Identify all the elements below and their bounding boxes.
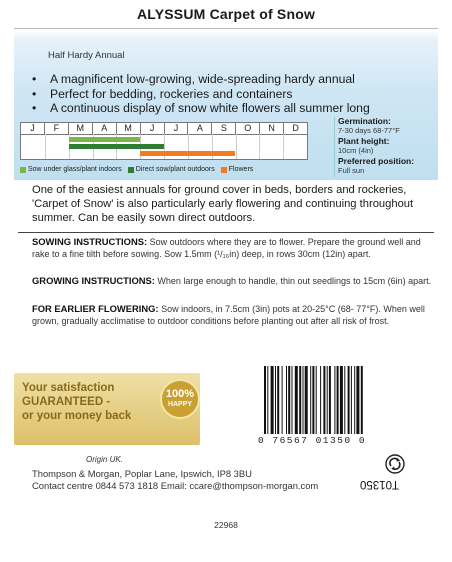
section-divider	[18, 232, 434, 233]
month-label: A	[188, 123, 212, 134]
recycle-icon	[385, 454, 405, 474]
guarantee-line: or your money back	[22, 410, 132, 422]
growing-text: When large enough to handle, thin out seedlings to 15cm (6in) apart.	[154, 276, 432, 286]
calendar-gridline	[236, 134, 237, 159]
calendar-bar	[69, 137, 141, 142]
month-label: J	[21, 123, 45, 134]
position-value: Full sun	[338, 165, 365, 175]
guarantee-line: Your satisfaction	[22, 382, 115, 394]
month-label: A	[93, 123, 117, 134]
sowing-heading: SOWING INSTRUCTIONS:	[32, 236, 148, 247]
height-label: Plant height:	[338, 136, 390, 147]
month-label: J	[141, 123, 165, 134]
legend-sow-indoors	[20, 166, 122, 173]
growing-instructions	[32, 275, 434, 287]
product-title: ALYSSUM Carpet of Snow	[136, 6, 316, 22]
earlier-text: Sow indoors, in 7.5cm (3in) pots at 20-25°C (68- 77°F). When well grown, gradually acclimatise to outdoor conditions before planting out after all risk of frost.	[32, 304, 425, 327]
seal-text: HAPPY	[167, 401, 193, 408]
feature-list	[32, 72, 442, 116]
growing-heading: GROWING INSTRUCTIONS:	[32, 275, 155, 286]
sowing-text: Sow outdoors where they are to flower. Prepare the ground well and rake to a fine tilth before sowing. Sow 1.5mm (¹/₁₆in) deep, in rows 30cm (12in) apart.	[32, 237, 421, 260]
happy-seal-icon	[160, 379, 200, 419]
month-label: N	[260, 123, 284, 134]
swatch-icon	[128, 167, 134, 173]
barcode-icon	[262, 366, 410, 434]
legend-direct-sow	[128, 166, 215, 173]
earlier-heading: FOR EARLIER FLOWERING:	[32, 303, 159, 314]
legend-label: Sow under glass/plant indoors	[28, 166, 122, 173]
title-divider	[14, 28, 438, 29]
contact-line: Contact centre 0844 573 1818 Email: ccare@thompson-morgan.com	[32, 480, 319, 491]
month-label: O	[236, 123, 260, 134]
side-divider	[334, 117, 335, 177]
legend-label: Flowers	[228, 166, 254, 173]
footer-number: 22968	[214, 520, 238, 530]
sowing-instructions	[32, 236, 434, 261]
description: One of the easiest annuals for ground cover in beds, borders and rockeries, 'Carpet of Snow' is also particularly early flowering and continuing throughout summer. Can be easily sown direct outdoors.	[32, 184, 414, 225]
plant-type: Half Hardy Annual	[48, 50, 125, 61]
month-label: D	[292, 123, 299, 133]
month-label: S	[212, 123, 236, 134]
sowing-calendar	[20, 122, 308, 160]
growing-facts	[338, 117, 436, 177]
seal-percent: 100%	[165, 388, 195, 400]
origin: Origin UK.	[86, 455, 123, 464]
calendar-bar	[140, 151, 235, 156]
calendar-gridline	[259, 134, 260, 159]
guarantee-text	[22, 381, 131, 423]
calendar-gridline	[283, 134, 284, 159]
month-label: F	[45, 123, 69, 134]
address-line: Thompson & Morgan, Poplar Lane, Ipswich, IP8 3BU	[32, 468, 252, 479]
feature-item: • A continuous display of snow white flowers all summer long	[32, 101, 442, 116]
guarantee-line: GUARANTEED -	[22, 396, 111, 408]
swatch-icon	[20, 167, 26, 173]
germination-label: Germination:	[338, 116, 391, 126]
company-address	[32, 468, 318, 492]
position-label: Preferred position:	[338, 156, 415, 167]
month-label: J	[165, 123, 189, 134]
month-label: M	[117, 123, 141, 134]
calendar-legend	[20, 166, 259, 173]
product-code: T01350	[360, 478, 400, 490]
swatch-icon	[221, 167, 227, 173]
month-label: M	[69, 123, 93, 134]
legend-flowers	[221, 166, 254, 173]
germination-value: 7-30 days 68-77°F	[338, 125, 400, 135]
calendar-bar	[69, 144, 164, 149]
feature-item: • Perfect for bedding, rockeries and containers	[32, 87, 442, 102]
legend-label: Direct sow/plant outdoors	[135, 166, 215, 173]
earlier-flowering	[32, 303, 434, 328]
height-value: 10cm (4in)	[338, 145, 374, 155]
barcode-number: 0 76567 01350 0	[258, 435, 367, 446]
feature-item: • A magnificent low-growing, wide-spreading hardy annual	[32, 72, 442, 87]
calendar-gridline	[45, 134, 46, 159]
